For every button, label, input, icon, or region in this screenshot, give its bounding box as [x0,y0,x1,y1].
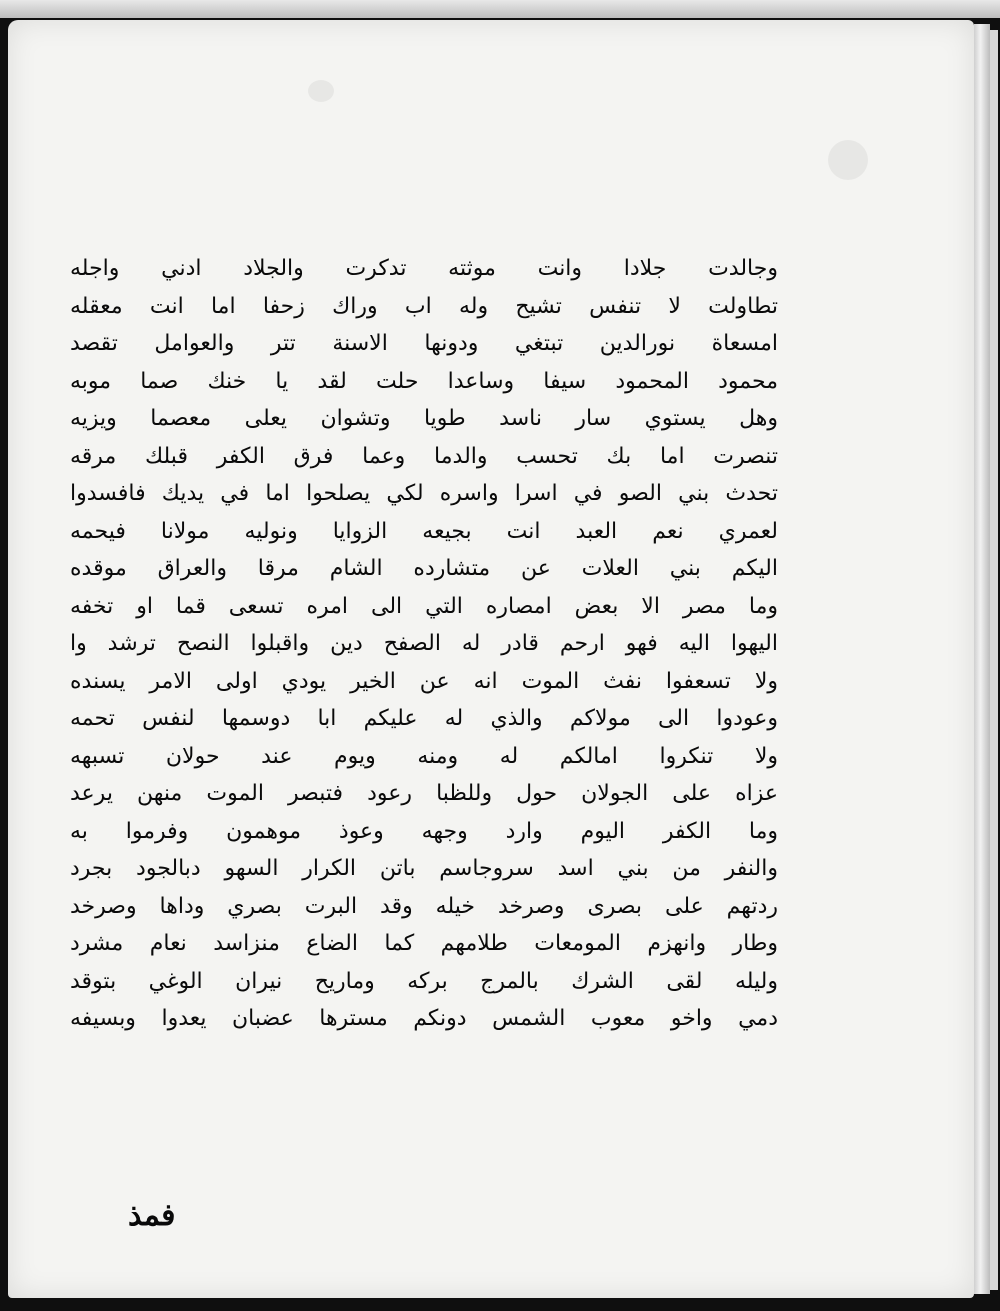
text-line: وليله لقى الشرك بالمرج بركه وماريح نيران الوغي بتوقد [70,968,778,994]
scanner-top-strip [0,0,1000,18]
catchword: فمذ [128,1198,176,1233]
text-line: محمود المحمود سيفا وساعدا حلت لقد يا خنك صما موبه [70,368,778,394]
text-line: وطار وانهزم المومعات طلامهم كما الضاع منزاسد نعام مشرد [70,931,778,956]
text-line: وجالدت جلادا وانت موثته تدكرت والجلاد ادني واجله [70,256,778,281]
text-line: ولا تنكروا امالكم له ومنه ويوم عند حولان تسبهه [70,743,778,769]
text-line: ردتهم على بصرى وصرخد خيله وقد البرت بصري وداها وصرخد [70,893,778,919]
text-line: عزاه على الجولان حول وللظبا رعود فتبصر الموت منهن يرعد [70,781,778,806]
text-line: اليكم بني العلات عن متشارده الشام مرقا والعراق موقده [70,556,778,581]
text-line: والنفر من بني اسد سروجاسم باتن الكرار السهو دبالجود بجرد [70,856,778,881]
text-line: وما مصر الا بعض امصاره التي الى امره تسعى قما او تخفه [70,593,778,619]
text-line: تحدث بني الصو في اسرا واسره لكي يصلحوا اما في يديك فافسدوا [70,481,778,506]
text-line: دمي واخو معوب الشمس دونكم مسترها عضبان يعدوا وبسيفه [70,1006,778,1031]
text-line: وعودوا الى مولاكم والذي له عليكم ابا دوسمها لنفس تحمه [70,706,778,731]
text-line: وهل يستوي سار ناسد طويا وتشوان يعلى معصما ويزيه [70,406,778,431]
text-line: امسعاة نورالدين تبتغي ودونها الاسنة تتر والعوامل تقصد [70,331,778,356]
paper-stain [308,80,334,102]
text-line: تطاولت لا تنفس تشيح وله اب وراك زحفا اما انت معقله [70,293,778,319]
text-line: لعمري نعم العبد انت بجيعه الزوايا ونوليه مولانا فيحمه [70,518,778,544]
text-line: وما الكفر اليوم وارد وجهه وعوذ موهمون وفرموا به [70,818,778,844]
text-line: تنصرت اما بك تحسب والدما وعما فرق الكفر قبلك مرقه [70,443,778,469]
manuscript-text [70,250,778,1038]
page-edge-back [990,30,998,1290]
paper-stain [828,140,868,180]
text-line: اليهوا اليه فهو ارحم قادر له الصفح دين واقبلوا النصح ترشد وا [70,631,778,656]
text-line: ولا تسعفوا نفث الموت انه عن الخير يودي اولى الامر يسنده [70,668,778,694]
page-edge [974,24,990,1294]
